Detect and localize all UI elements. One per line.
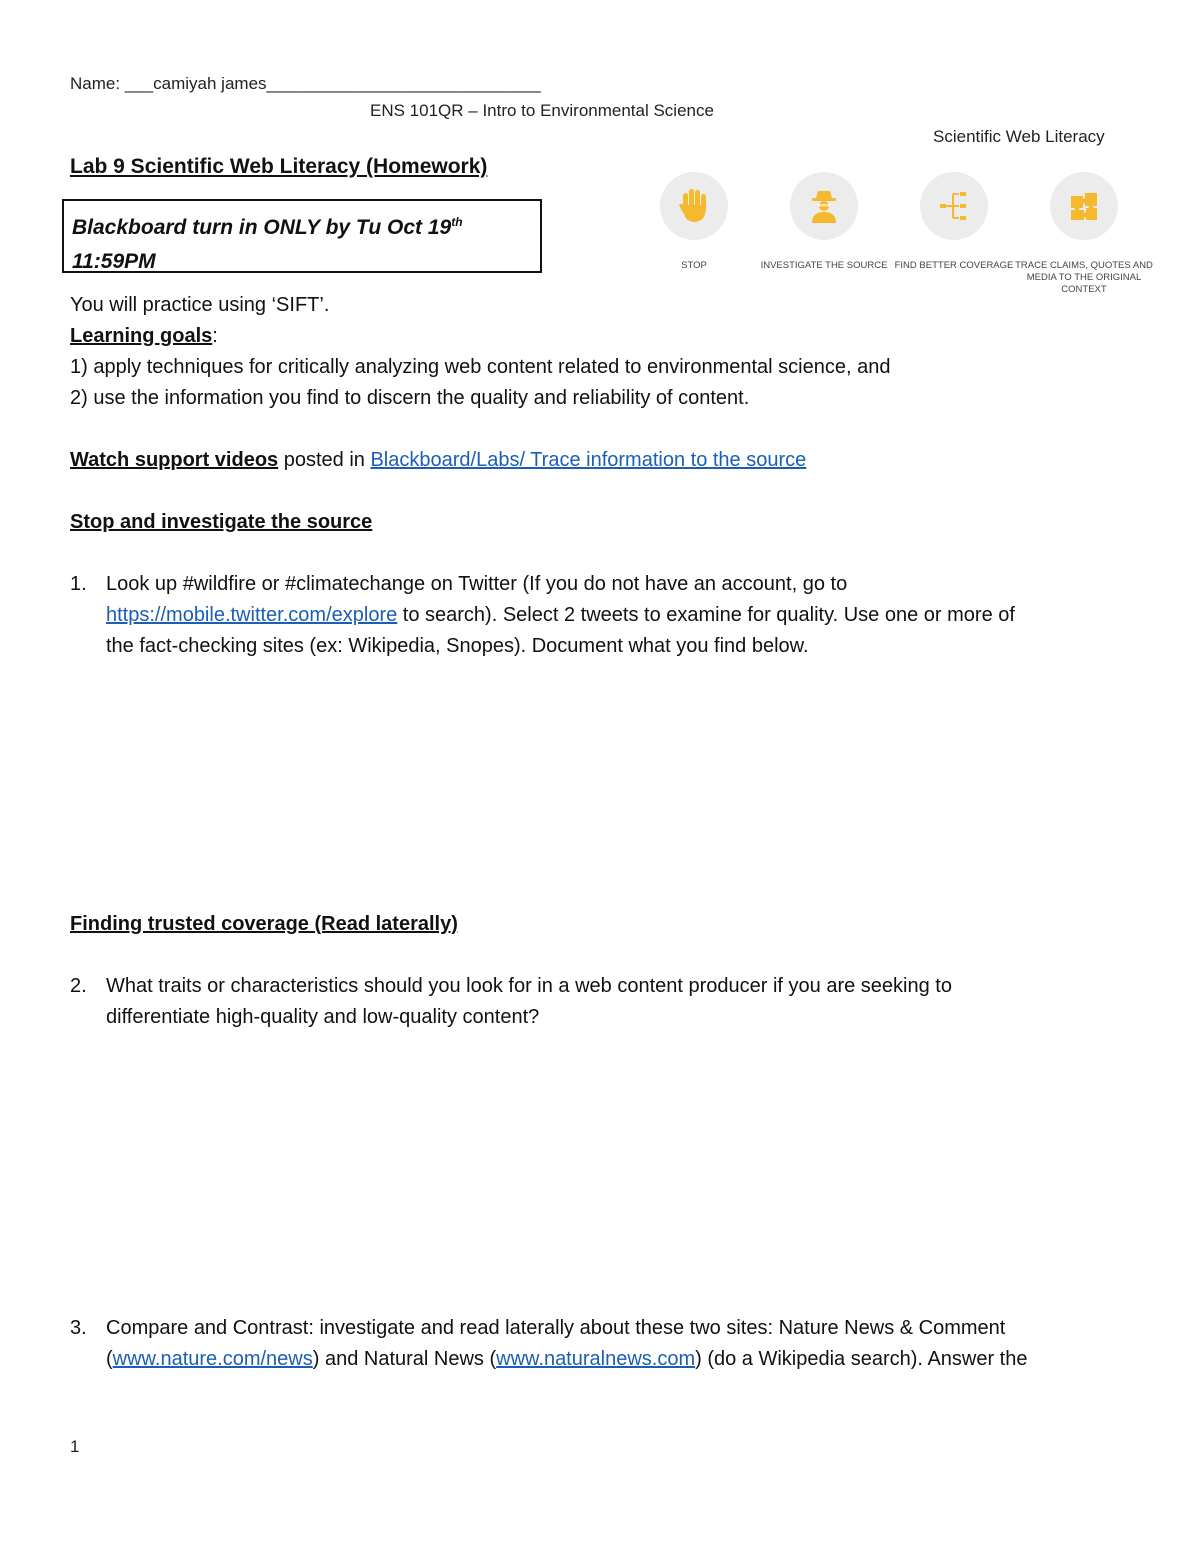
section-heading-coverage: Finding trusted coverage (Read laterally): [70, 913, 458, 935]
name-underline: _____________________________: [266, 74, 541, 93]
question-2-number: 2.: [70, 975, 87, 997]
twitter-explore-link[interactable]: https://mobile.twitter.com/explore: [106, 604, 398, 626]
sift-caption-trace: TRACE CLAIMS, QUOTES AND MEDIA TO THE ORIGINAL CONTEXT: [1015, 260, 1153, 295]
sift-caption-investigate: INVESTIGATE THE SOURCE: [760, 260, 888, 271]
course-title: ENS 101QR – Intro to Environmental Science: [370, 101, 714, 120]
question-1-line3: the fact-checking sites (ex: Wikipedia, Snopes). Document what you find below.: [106, 635, 809, 657]
sift-investigate: [754, 172, 894, 272]
q3-paren-open: (: [106, 1348, 113, 1370]
q3-mid-text: ) and Natural News (: [312, 1348, 497, 1370]
question-1-line2-rest: to search). Select 2 tweets to examine for quality. Use one or more of: [397, 604, 1015, 626]
practice-text-c: ’.: [319, 294, 330, 316]
name-label: Name: ___camiyah james: [70, 74, 267, 93]
detective-icon: [790, 172, 858, 240]
question-2-line1: What traits or characteristics should you look for in a web content producer if you are seeking to: [106, 975, 952, 997]
support-videos-label: Watch support videos: [70, 449, 279, 471]
sift-caption-coverage: FIND BETTER COVERAGE: [894, 260, 1014, 271]
deadline-text: [72, 205, 463, 279]
stop-hand-icon: [660, 172, 728, 240]
goal-2: 2) use the information you find to discern the quality and reliability of content.: [70, 387, 750, 409]
question-3-line2: [106, 1344, 1028, 1375]
sift-stop: [624, 172, 764, 272]
q3-end-text: ) (do a Wikipedia search). Answer the: [695, 1348, 1028, 1370]
section-heading-stop: Stop and investigate the source: [70, 511, 373, 533]
question-1-line2: [106, 600, 1015, 631]
goal-1: 1) apply techniques for critically analyzing web content related to environmental science, and: [70, 356, 891, 378]
learning-goals-colon: :: [212, 325, 218, 347]
support-videos-line: [70, 445, 806, 476]
blackboard-link[interactable]: Blackboard/Labs/ Trace information to the source: [370, 449, 807, 471]
flowchart-icon: [920, 172, 988, 240]
sift-coverage: [884, 172, 1024, 272]
learning-goals-heading: [70, 321, 218, 352]
name-line: [70, 74, 541, 94]
page-number: 1: [70, 1437, 80, 1456]
learning-goals-label: Learning goals: [70, 325, 213, 347]
deadline-sup: th: [451, 215, 463, 229]
deadline-line1: Blackboard turn in ONLY by Tu Oct 19: [72, 216, 452, 239]
sift-trace: [1014, 172, 1154, 296]
practice-line: [70, 290, 329, 321]
deadline-line2: 11:59PM: [72, 250, 156, 273]
natural-news-link[interactable]: www.naturalnews.com: [496, 1348, 696, 1370]
question-3-number: 3.: [70, 1317, 87, 1339]
topic-header: Scientific Web Literacy: [933, 127, 1105, 146]
puzzle-icon: [1050, 172, 1118, 240]
question-3-line1: Compare and Contrast: investigate and read laterally about these two sites: Nature News & Comment: [106, 1317, 1006, 1339]
page-title: Lab 9 Scientific Web Literacy (Homework): [70, 155, 488, 178]
question-2-line2: differentiate high-quality and low-quality content?: [106, 1006, 540, 1028]
support-videos-mid: posted in: [278, 449, 371, 471]
sift-caption-stop: STOP: [681, 260, 707, 271]
question-1-number: 1.: [70, 573, 87, 595]
nature-news-link[interactable]: www.nature.com/news: [112, 1348, 313, 1370]
practice-text-sift: SIFT: [276, 294, 320, 316]
deadline-box: [62, 199, 542, 273]
question-1-line1: Look up #wildfire or #climatechange on Twitter (If you do not have an account, go to: [106, 573, 848, 595]
practice-text-a: You will practice using ‘: [70, 294, 277, 316]
